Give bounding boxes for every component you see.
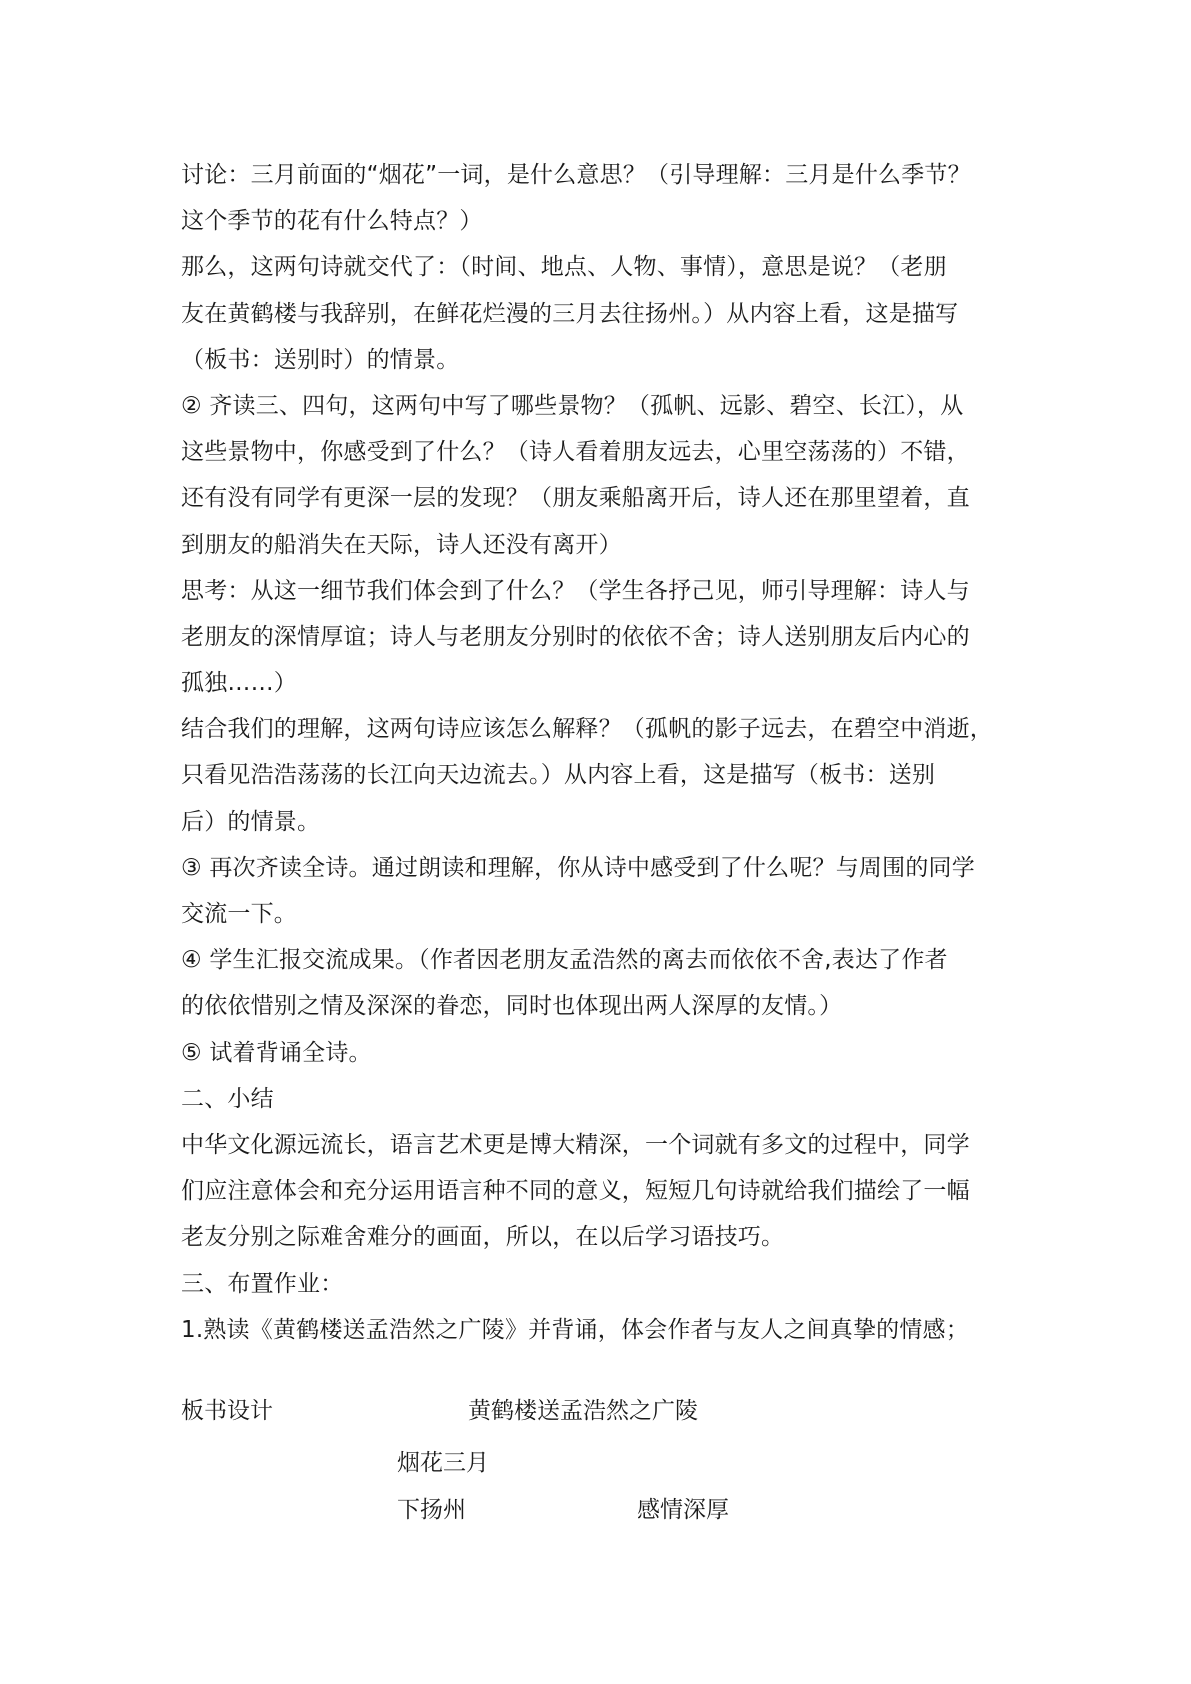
text-line: ④ 学生汇报交流成果。（作者因老朋友孟浩然的离去而依依不舍,表达了作者 <box>181 947 948 974</box>
text-line: ② 齐读三、四句，这两句中写了哪些景物？（孤帆、远影、碧空、长江），从 <box>181 392 964 419</box>
board-design-line: 感情深厚 <box>637 1497 729 1523</box>
text-line: 的依依惜别之情及深深的眷恋，同时也体现出两人深厚的友情。） <box>181 993 843 1020</box>
text-line: 那么，这两句诗就交代了：（时间、地点、人物、事情），意思是说？（老朋 <box>181 254 947 281</box>
text-line: 只看见浩浩荡荡的长江向天边流去。）从内容上看，这是描写（板书：送别 <box>181 762 936 789</box>
text-line: ⑤ 试着背诵全诗。 <box>181 1039 372 1066</box>
text-line: 1.熟读《黄鹤楼送孟浩然之广陵》并背诵，体会作者与友人之间真挚的情感； <box>181 1316 969 1343</box>
text-line: 们应注意体会和充分运用语言种不同的意义，短短几句诗就给我们描绘了一幅 <box>181 1178 970 1205</box>
text-line: 老朋友的深情厚谊；诗人与老朋友分别时的依依不舍；诗人送别朋友后内心的 <box>181 623 970 650</box>
text-line: 中华文化源远流长，语言艺术更是博大精深，一个词就有多文的过程中，同学 <box>181 1131 970 1158</box>
text-line: 后）的情景。 <box>181 808 321 835</box>
board-design-label: 板书设计 <box>181 1398 273 1424</box>
text-line: 友在黄鹤楼与我辞别，在鲜花烂漫的三月去往扬州。）从内容上看，这是描写 <box>181 300 959 327</box>
board-design-line: 下扬州 <box>397 1497 466 1523</box>
text-line: 到朋友的船消失在天际，诗人还没有离开） <box>181 531 622 558</box>
text-line: 还有没有同学有更深一层的发现？（朋友乘船离开后，诗人还在那里望着，直 <box>181 485 970 512</box>
text-line: （板书：送别时）的情景。 <box>181 346 460 373</box>
text-line: 老友分别之际难舍难分的画面，所以，在以后学习语技巧。 <box>181 1224 785 1251</box>
text-line: 思考：从这一细节我们体会到了什么？（学生各抒己见，师引导理解：诗人与 <box>181 577 970 604</box>
text-line: 交流一下。 <box>181 901 297 927</box>
text-line: ③ 再次齐读全诗。通过朗读和理解，你从诗中感受到了什么呢？与周围的同学 <box>181 854 975 881</box>
text-line: 讨论：三月前面的“烟花”一词，是什么意思？（引导理解：三月是什么季节？ <box>181 162 971 188</box>
text-line: 这个季节的花有什么特点？） <box>181 208 483 235</box>
text-line: 孤独……） <box>181 670 297 697</box>
section-heading: 二、小结 <box>181 1085 274 1112</box>
board-design-line: 烟花三月 <box>397 1450 489 1476</box>
board-design-title: 黄鹤楼送孟浩然之广陵 <box>468 1398 698 1424</box>
text-line: 结合我们的理解，这两句诗应该怎么解释？（孤帆的影子远去，在碧空中消逝， <box>181 716 993 743</box>
text-line: 这些景物中，你感受到了什么？（诗人看着朋友远去，心里空荡荡的）不错， <box>181 439 970 466</box>
section-heading: 三、布置作业： <box>181 1270 344 1297</box>
